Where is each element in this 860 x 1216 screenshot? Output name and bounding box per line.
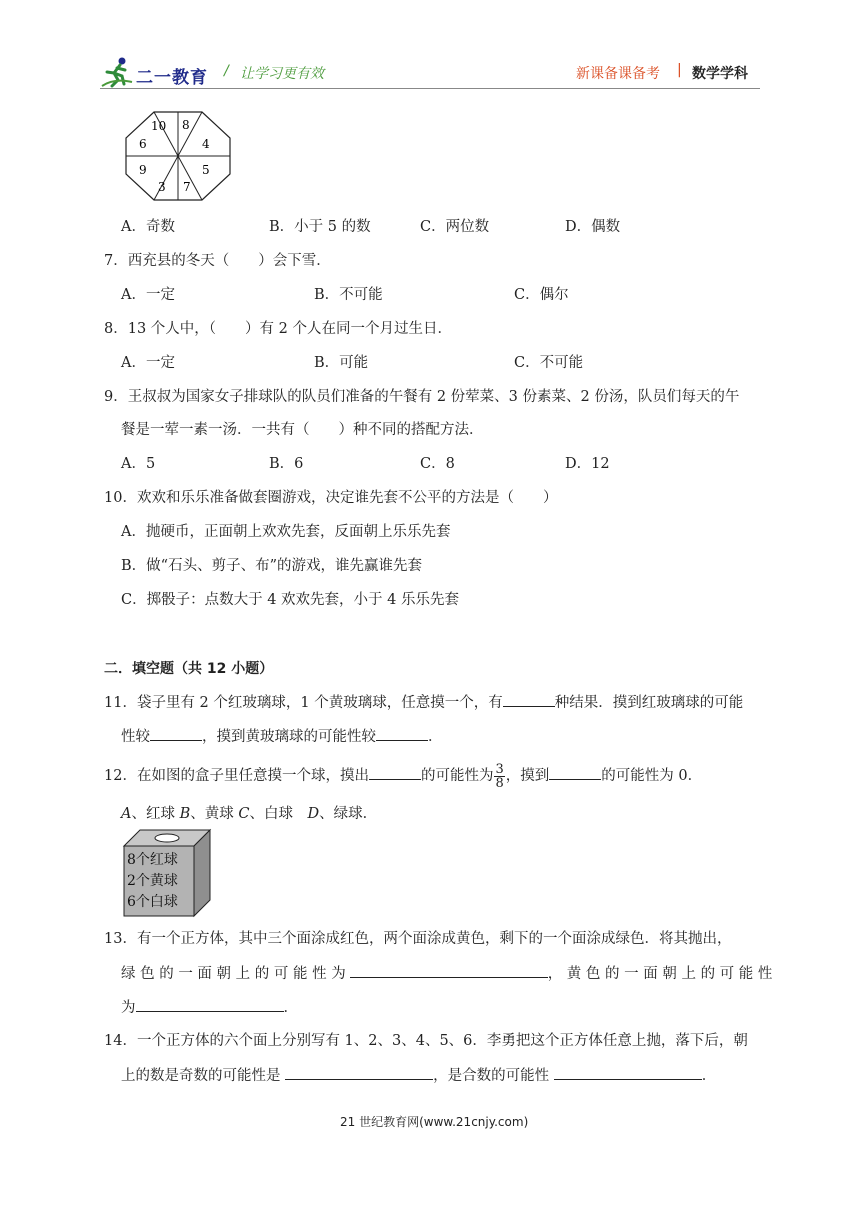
question-12-stem	[104, 762, 702, 790]
q14-text: ，是合数的可能性	[433, 1068, 554, 1084]
octagon-number: 6	[139, 137, 147, 151]
question-10-stem: 10．欢欢和乐乐准备做套圈游戏，决定谁先套不公平的方法是（ ）	[104, 490, 558, 506]
option-a: A．抛硬币，正面朝上欢欢先套，反面朝上乐乐先套	[121, 524, 451, 540]
question-8-stem: 8．13 个人中，（ ）有 2 个人在同一个月过生日．	[104, 321, 452, 337]
question-12-options	[121, 804, 377, 824]
header-subject: 数学学科	[692, 66, 748, 82]
answer-blank	[554, 1065, 702, 1080]
box-opening	[155, 834, 179, 842]
option-b: B．可能	[314, 355, 369, 371]
option-c: C．两位数	[420, 219, 490, 235]
option-a: A．奇数	[121, 219, 175, 235]
fraction-denominator: 8	[495, 775, 504, 791]
option-c: C．不可能	[514, 355, 584, 371]
option-b: B．不可能	[314, 287, 383, 303]
q13-text: ， 黄 色 的 一 面 朝 上 的 可 能 性	[547, 966, 773, 982]
option-a: A．一定	[121, 355, 175, 371]
header	[0, 0, 860, 100]
option-b: B．6	[269, 456, 304, 472]
q12-text: ，摸到	[505, 768, 550, 784]
option-c: C．偶尔	[514, 287, 569, 303]
answer-blank	[549, 765, 601, 780]
page-footer: 21 世纪教育网(www.21cnjy.com)	[340, 1115, 529, 1129]
fraction-numerator: 3	[495, 761, 504, 777]
question-11-line2	[121, 726, 443, 747]
q12-text: 12．在如图的盒子里任意摸一个球，摸出	[104, 768, 369, 784]
octagon-number: 9	[139, 163, 147, 177]
option-text: 、黄球	[190, 806, 239, 822]
option-letter: B	[179, 806, 191, 822]
q14-text: 上的数是奇数的可能性是	[121, 1068, 286, 1084]
q12-text: 的可能性为	[420, 768, 494, 784]
brand-name: 二一教育	[136, 68, 208, 88]
q13-text: 为	[121, 1000, 136, 1016]
octagon-number: 8	[182, 118, 190, 132]
option-a: A．一定	[121, 287, 175, 303]
runner-logo-icon	[100, 56, 134, 88]
slogan: 让学习更有效	[240, 66, 324, 82]
question-13-line1: 13．有一个正方体，其中三个面涂成红色，两个面涂成黄色，剩下的一个面涂成绿色．将其抛出，	[104, 931, 732, 947]
box-label: 6个白球	[127, 894, 178, 910]
option-c: C．8	[420, 456, 455, 472]
option-b: B．小于 5 的数	[269, 219, 371, 235]
option-letter: A	[121, 806, 132, 822]
option-letter: C	[238, 806, 250, 822]
option-b: B．做“石头、剪子、布”的游戏，谁先赢谁先套	[121, 558, 422, 574]
header-course-label: 新课备课备考	[576, 66, 660, 82]
section-heading: 二．填空题（共 12 小题）	[104, 661, 274, 677]
answer-blank	[285, 1065, 433, 1080]
answer-blank	[369, 765, 421, 780]
q11-text: 11．袋子里有 2 个红玻璃球，1 个黄玻璃球，任意摸一个，有	[104, 695, 503, 711]
box-label: 2个黄球	[127, 873, 178, 889]
octagon-number: 4	[202, 137, 210, 151]
question-11-line1	[104, 692, 743, 713]
question-9-stem-line1: 9．王叔叔为国家女子排球队的队员们准备的午餐有 2 份荤菜、3 份素菜、2 份汤，队员们每天的午	[104, 389, 740, 405]
octagon-number: 3	[158, 180, 166, 194]
q11-text: 种结果．摸到红玻璃球的可能	[554, 695, 744, 711]
question-13-line2	[121, 963, 772, 984]
q14-text: ．	[701, 1068, 717, 1084]
option-c: C．掷骰子：点数大于 4 欢欢先套，小于 4 乐乐先套	[121, 592, 459, 608]
q13-text: ．	[283, 1000, 298, 1016]
question-13-line3	[121, 997, 298, 1018]
question-14-line2	[121, 1065, 716, 1086]
question-7-stem: 7．西充县的冬天（ ）会下雪．	[104, 253, 331, 269]
ball-box-figure	[122, 826, 214, 918]
octagon-number: 10	[151, 119, 167, 133]
header-rule	[100, 88, 760, 89]
octagon-number: 5	[202, 163, 210, 177]
q11-text: ．	[428, 729, 443, 745]
slogan-separator: /	[224, 63, 229, 79]
option-d: D．偶数	[565, 219, 621, 235]
box-label: 8个红球	[127, 852, 178, 868]
fraction	[494, 763, 504, 790]
question-14-line1: 14．一个正方体的六个面上分别写有 1、2、3、4、5、6．李勇把这个正方体任意上抛，落下后，朝	[104, 1033, 748, 1049]
answer-blank	[376, 726, 428, 741]
answer-blank	[350, 963, 548, 978]
q13-text: 绿 色 的 一 面 朝 上 的 可 能 性 为	[121, 966, 346, 982]
q12-text: 的可能性为 0．	[601, 768, 703, 784]
option-a: A．5	[121, 456, 156, 472]
q11-text: 性较	[121, 729, 150, 745]
option-text: 、绿球．	[319, 806, 378, 822]
option-d: D．12	[565, 456, 610, 472]
option-text: 、红球	[131, 806, 180, 822]
option-text: 、白球	[249, 806, 308, 822]
answer-blank	[150, 726, 202, 741]
answer-blank	[503, 692, 555, 707]
header-separator: |	[677, 62, 682, 78]
octagon-number: 7	[183, 180, 191, 194]
option-letter: D	[307, 806, 320, 822]
q11-text: ，摸到黄玻璃球的可能性较	[202, 729, 376, 745]
answer-blank	[136, 997, 284, 1012]
octagon-spinner-figure	[122, 110, 234, 202]
question-9-stem-line2: 餐是一荤一素一汤．一共有（ ）种不同的搭配方法．	[121, 422, 484, 438]
